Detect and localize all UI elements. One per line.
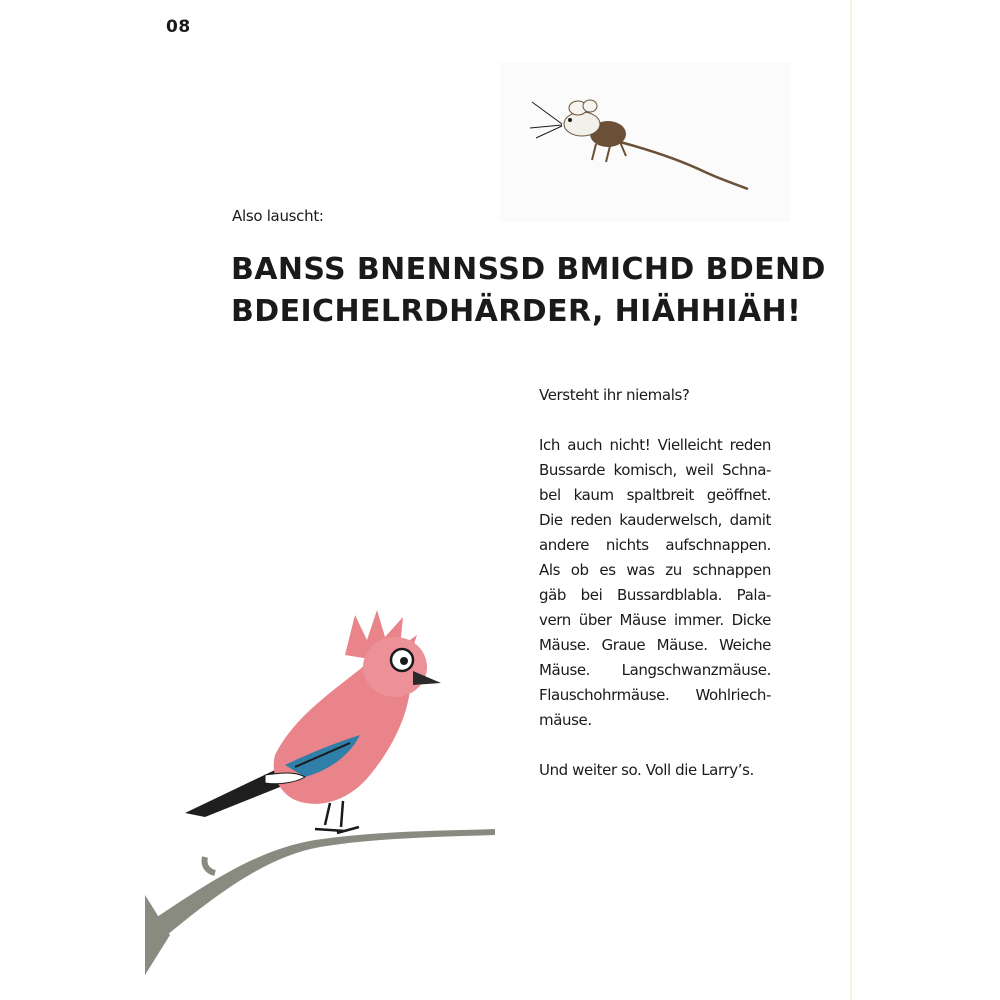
paragraph-line: vern über Mäuse immer. Dicke: [539, 611, 771, 629]
headline-line: BANSS BNENNSSD BMICHD BDEND: [231, 252, 826, 287]
intro-line: Also lauscht:: [232, 207, 324, 225]
paragraph-line: Als ob es was zu schnappen: [539, 561, 771, 579]
paragraph-line: Mäuse. Graue Mäuse. Weiche: [539, 636, 771, 654]
paragraph-line: Die reden kauderwelsch, damit: [539, 511, 771, 529]
paragraph-line: gäb bei Bussardblabla. Pala-: [539, 586, 771, 604]
body-text: [539, 383, 771, 783]
paragraph-line: Bussarde komisch, weil Schna-: [539, 461, 771, 479]
jay-bird-illustration: [145, 595, 505, 1000]
paragraph-line: Flauschohrmäuse. Wohlriech-: [539, 686, 771, 704]
paragraph-line: andere nichts aufschnappen.: [539, 536, 771, 554]
page-edge: [850, 0, 1000, 1000]
paragraph-line: Mäuse. Langschwanzmäuse.: [539, 661, 771, 679]
paragraph-line: mäuse.: [539, 711, 592, 729]
paragraph-closing: Und weiter so. Voll die Larry’s.: [539, 761, 754, 779]
mouse-illustration: [500, 62, 790, 222]
paragraph-question: Versteht ihr niemals?: [539, 386, 690, 404]
headline-line: BDEICHELRDHÄRDER, HIÄHHIÄH!: [231, 294, 802, 329]
headline: [231, 249, 826, 333]
paragraph-line: bel kaum spaltbreit geöffnet.: [539, 486, 771, 504]
page-number: 08: [166, 17, 191, 37]
paragraph-line: Ich auch nicht! Vielleicht reden: [539, 436, 771, 454]
